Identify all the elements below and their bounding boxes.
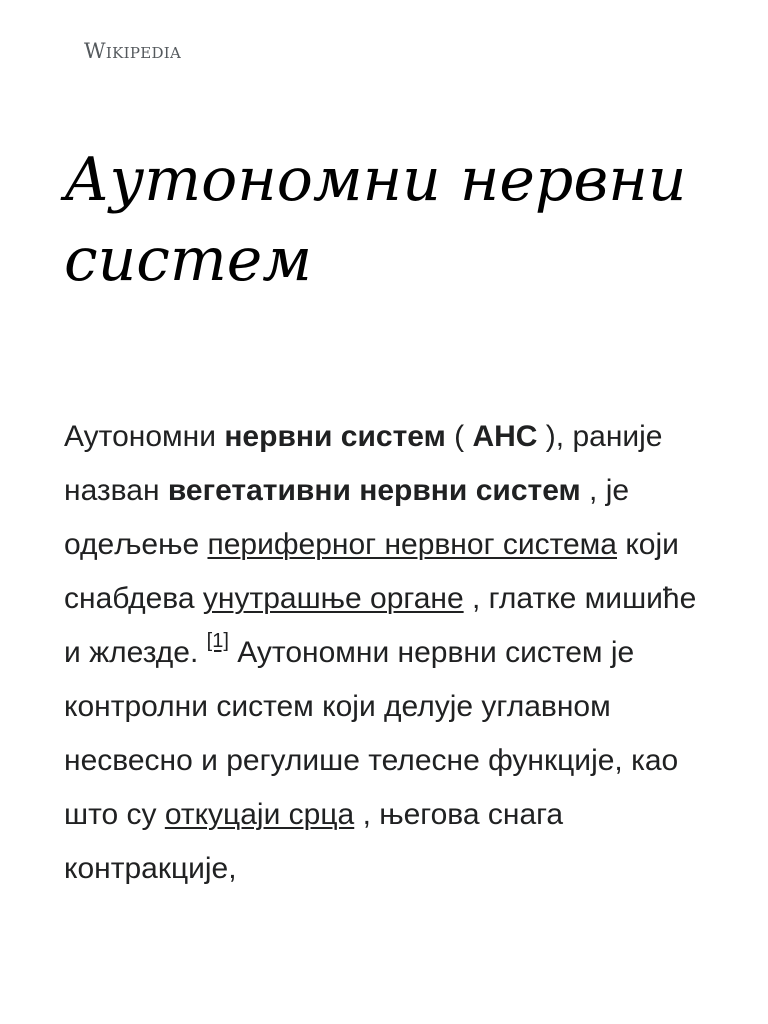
text-segment: , је одељење	[64, 474, 630, 561]
link-internal-organs[interactable]: унутрашње органе	[202, 582, 464, 615]
text-segment: , његова снага контракције,	[64, 798, 564, 885]
link-heart-rate[interactable]: откуцаји срца	[164, 798, 355, 831]
text-segment: ), раније назван	[64, 420, 663, 507]
bold-term-abbreviation: АНС	[472, 420, 538, 453]
text-segment: (	[445, 420, 473, 453]
article-paragraph	[64, 410, 704, 896]
text-segment: Аутономни нервни систем је контролни систем који делује углавном несвесно и регулише телесне функције, као што су	[64, 636, 679, 831]
text-segment: , глатке мишиће и жлезде.	[64, 582, 697, 669]
page-title: Аутономни нервни систем	[64, 145, 687, 295]
wikipedia-wordmark-logo[interactable]: Wikipedia	[84, 39, 182, 63]
text-segment: Аутономни	[64, 420, 225, 453]
bold-term-vegetative: вегетативни нервни систем	[167, 474, 581, 507]
bold-term-nervous-system: нервни систем	[224, 420, 446, 453]
reference-link-1[interactable]: [1]	[206, 630, 229, 652]
reference-sup	[207, 630, 229, 652]
text-segment: који снабдева	[64, 528, 679, 615]
link-peripheral-nervous-system[interactable]: периферног нервног система	[207, 528, 617, 561]
site-header	[84, 36, 181, 66]
